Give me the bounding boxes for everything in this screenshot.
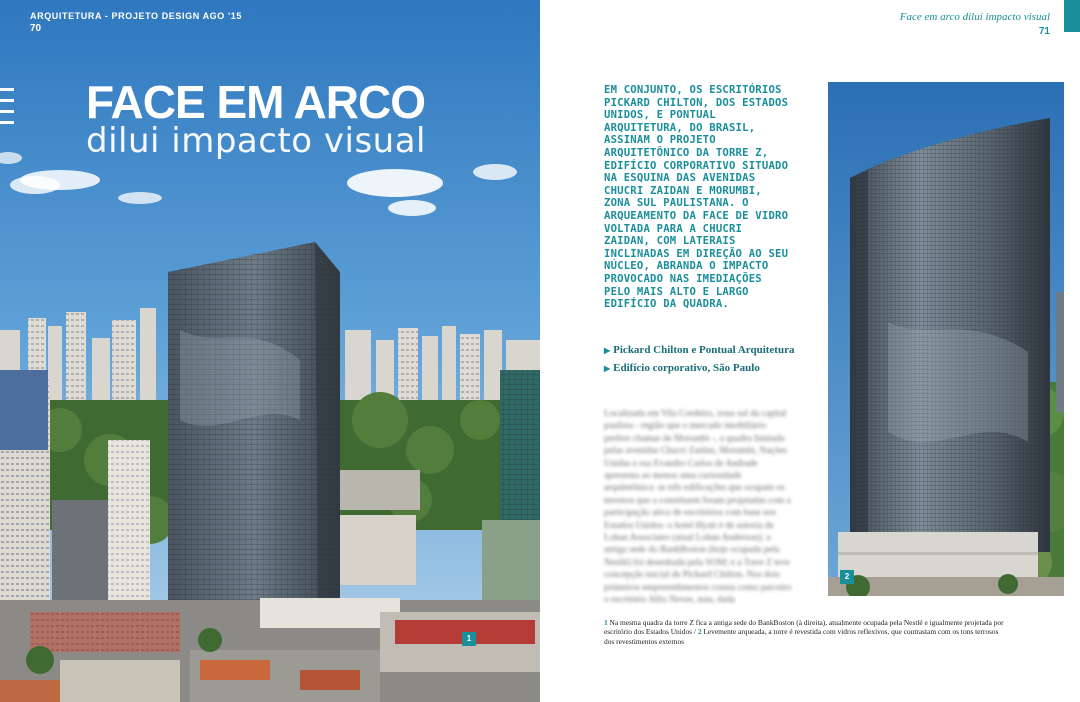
- caption-number-2: 2: [697, 627, 702, 637]
- credit-type-text: Edifício corporativo, São Paulo: [613, 362, 760, 374]
- credit-architects-text: Pickard Chilton e Pontual Arquitetura: [613, 344, 795, 356]
- caption-number-1: 1: [604, 618, 608, 627]
- photo-number-badge-1: 1: [462, 632, 476, 646]
- triangle-bullet-icon: ▶: [604, 364, 611, 373]
- page-number-right: 71: [1038, 26, 1050, 37]
- headline-sub: dilui impacto visual: [86, 121, 427, 161]
- credit-type: [604, 362, 824, 374]
- credits: [604, 344, 824, 380]
- caption-text-1: Na mesma quadra da torre Z fica a antiga sede do BankBoston (à direita), atualmente ocupada pela Nestlé e igualmente projetada por escritório dos Estados Unidos /: [604, 618, 1004, 637]
- intro-paragraph: EM CONJUNTO, OS ESCRITÓRIOS PICKARD CHILTON, DOS ESTADOS UNIDOS, E PONTUAL ARQUITETURA, DO BRASIL, ASSINAM O PROJETO ARQUITETÔNICO DA TORRE Z, EDIFÍCIO CORPORATIVO SITUADO NA ESQUINA DAS AVENIDAS CHUCRI ZAIDAN E MORUMBI, ZONA SUL PAULISTANA. O ARQUEAMENTO DA FACE DE VIDRO VOLTADA PARA A CHUCRI ZAIDAN, COM LATERAIS INCLINADAS EM DIREÇÃO AO SEU NÚCLEO, ABRANDA O IMPACTO PROVOCADO NAS IMEDIAÇÕES PELO MAIS ALTO E LARGO EDIFÍCIO DA QUADRA.: [604, 84, 789, 311]
- credit-architects: [604, 344, 824, 356]
- side-tick-marks: [0, 88, 14, 132]
- caption-text-2: Levemente arqueada, a torre é revestida com vidros reflexivos, que contrastam com os tons terrosos dos revestimentos externos: [604, 627, 999, 646]
- photo-caption: [604, 618, 1004, 646]
- article-headline: [86, 76, 426, 160]
- page-number-left: 70: [30, 23, 42, 34]
- page-edge-tab: [1064, 0, 1080, 32]
- headline-main: FACE EM ARCO: [86, 76, 425, 128]
- photo-number-badge-2: 2: [840, 570, 854, 584]
- triangle-bullet-icon: ▶: [604, 346, 611, 355]
- running-header-right: [900, 11, 1050, 37]
- running-header-left: [30, 11, 242, 34]
- body-text: Localizada em Vila Cordeiro, zona sul da capital paulista - região que o mercado imobiliário prefere chamar de Morumbi -, a quadra limitada pelas avenidas Chucri Zaidan, Morumbi, Nações Unidas e rua Evandro Carlos de Andrade apresenta ao menos uma curiosidade arquitetônica: as três edificações que ocupam os terrenos que a constituem foram projetadas com a participação ativa de escritórios com base nos Estados Unidos: o hotel Hyatt é de autoria de Lohan Associates (atual Lohan Anderson); a antiga sede do BankBoston (hoje ocupada pela Nestlé) foi desenhada pela SOM; e a Torre Z teve concepção inicial de Pickard Chilton. Nos dois primeiros empreendimentos consta como parceiro o escritório Júlio Neves, mas, dada: [604, 409, 792, 606]
- right-page: [540, 0, 1080, 702]
- running-head: Face em arco dilui impacto visual: [899, 11, 1050, 23]
- tower-photo: [828, 82, 1064, 596]
- section-label: ARQUITETURA - PROJETO DESIGN AGO '15: [30, 11, 242, 21]
